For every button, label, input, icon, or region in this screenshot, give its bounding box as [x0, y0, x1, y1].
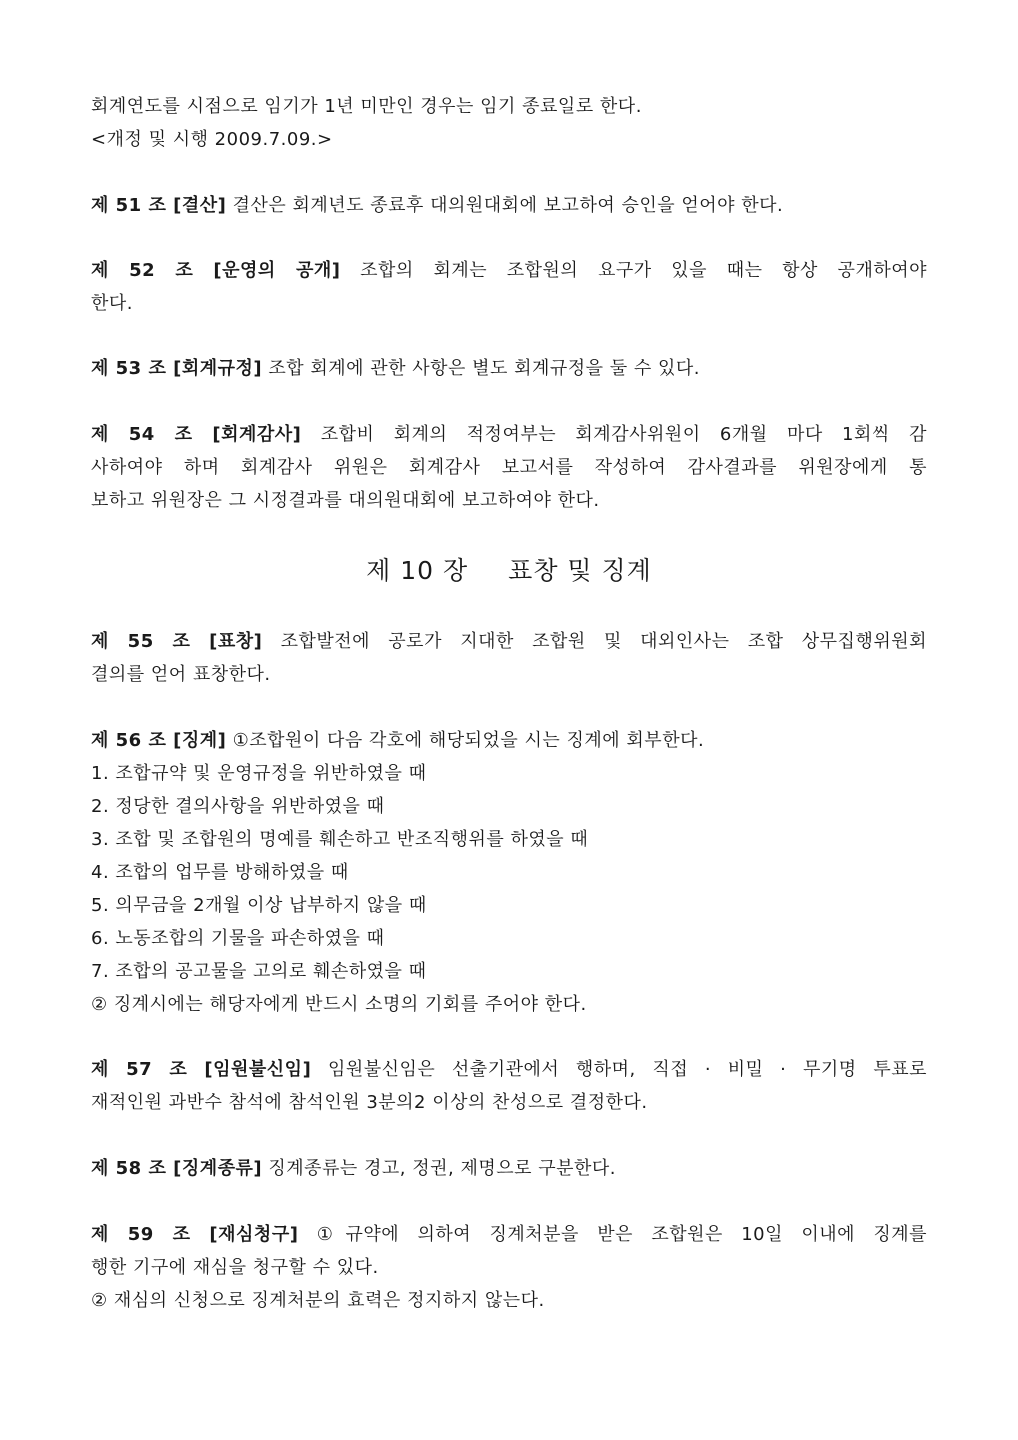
article-53-heading: 제 53 조 [회계규정] — [91, 358, 263, 379]
chapter-number: 제 10 장 — [366, 556, 469, 585]
article-51 — [91, 195, 927, 217]
article-55 — [91, 631, 927, 653]
article-55-text: 조합발전에 공로가 지대한 조합원 및 대외인사는 조합 상무집행위원회 — [262, 631, 927, 652]
article-59-line-2: 행한 기구에 재심을 청구할 수 있다. — [91, 1257, 379, 1278]
article-51-heading: 제 51 조 [결산] — [91, 195, 227, 216]
article-55-heading: 제 55 조 [표창] — [91, 631, 263, 652]
article-54-text: 조합비 회계의 적정여부는 회계감사위원이 6개월 마다 1회씩 감 — [301, 424, 927, 445]
article-57-heading: 제 57 조 [임원불신임] — [91, 1059, 312, 1080]
article-56-text: ①조합원이 다음 각호에 해당되었을 시는 징계에 회부한다. — [226, 730, 705, 751]
list-item: 5. 의무금을 2개월 이상 납부하지 않을 때 — [91, 895, 427, 916]
article-54-line-2: 사하여야 하며 회계감사 위원은 회계감사 보고서를 작성하여 감사결과를 위원장에게 통 — [91, 457, 927, 478]
article-56-note: ② 징계시에는 해당자에게 반드시 소명의 기회를 주어야 한다. — [91, 994, 587, 1015]
article-54 — [91, 424, 927, 446]
article-52-heading: 제 52 조 [운영의 공개] — [91, 260, 341, 281]
article-54-heading: 제 54 조 [회계감사] — [91, 424, 302, 445]
article-54-line-3: 보하고 위원장은 그 시정결과를 대의원대회에 보고하여야 한다. — [91, 490, 600, 511]
list-item: 3. 조합 및 조합원의 명예를 훼손하고 반조직행위를 하였을 때 — [91, 829, 589, 850]
article-56 — [91, 730, 927, 752]
article-59-line-3: ② 재심의 신청으로 징계처분의 효력은 정지하지 않는다. — [91, 1290, 545, 1311]
article-53-text: 조합 회계에 관한 사항은 별도 회계규정을 둘 수 있다. — [262, 358, 701, 379]
top-line-2-amendment: <개정 및 시행 2009.7.09.> — [91, 129, 333, 150]
list-item: 2. 정당한 결의사항을 위반하였을 때 — [91, 796, 385, 817]
article-57-text: 임원불신임은 선출기관에서 행하며, 직접 · 비밀 · 무기명 투표로 — [311, 1059, 927, 1080]
article-58 — [91, 1158, 927, 1180]
chapter-title: 표창 및 징계 — [508, 556, 652, 585]
list-item: 6. 노동조합의 기물을 파손하였을 때 — [91, 928, 385, 949]
article-51-text: 결산은 회계년도 종료후 대의원대회에 보고하여 승인을 얻어야 한다. — [226, 195, 784, 216]
top-line-1: 회계연도를 시점으로 임기가 1년 미만인 경우는 임기 종료일로 한다. — [91, 96, 642, 117]
article-59-heading: 제 59 조 [재심청구] — [91, 1224, 299, 1245]
article-52-line-2: 한다. — [91, 293, 133, 314]
article-58-heading: 제 58 조 [징계종류] — [91, 1158, 263, 1179]
article-56-heading: 제 56 조 [징계] — [91, 730, 227, 751]
chapter-heading — [0, 556, 1018, 586]
article-53 — [91, 358, 927, 380]
article-57 — [91, 1059, 927, 1081]
list-item: 7. 조합의 공고물을 고의로 훼손하였을 때 — [91, 961, 427, 982]
article-55-line-2: 결의를 얻어 표창한다. — [91, 664, 271, 685]
article-58-text: 징계종류는 경고, 정권, 제명으로 구분한다. — [262, 1158, 617, 1179]
article-52-text: 조합의 회계는 조합원의 요구가 있을 때는 항상 공개하여야 — [340, 260, 927, 281]
list-item: 4. 조합의 업무를 방해하였을 때 — [91, 862, 349, 883]
list-item: 1. 조합규약 및 운영규정을 위반하였을 때 — [91, 763, 427, 784]
article-52 — [91, 260, 927, 282]
article-59 — [91, 1224, 927, 1246]
article-59-text: ①규약에 의하여 징계처분을 받은 조합원은 10일 이내에 징계를 — [298, 1224, 928, 1245]
article-57-line-2: 재적인원 과반수 참석에 참석인원 3분의2 이상의 찬성으로 결정한다. — [91, 1092, 648, 1113]
